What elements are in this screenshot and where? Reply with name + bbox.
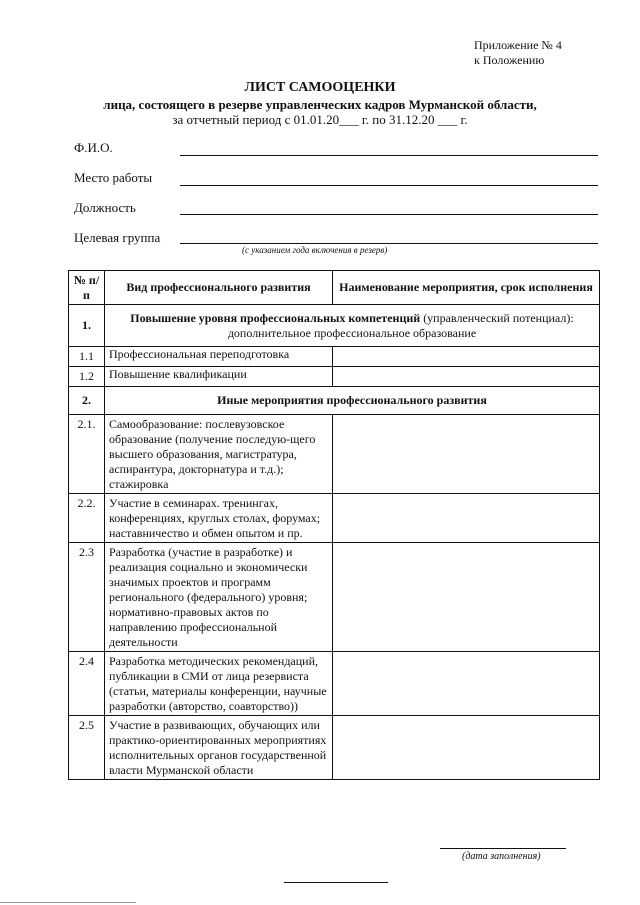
section-2-row	[69, 387, 600, 415]
row-2-4-event-cell[interactable]	[333, 652, 600, 716]
fio-input-line[interactable]	[180, 155, 598, 156]
workplace-input-line[interactable]	[180, 185, 598, 186]
header-event: Наименование мероприятия, срок исполнения	[333, 271, 600, 305]
row-2-2-event-cell[interactable]	[333, 494, 600, 543]
table-row	[69, 347, 600, 367]
row-2-4-num: 2.4	[69, 652, 105, 716]
section-1-title	[105, 305, 600, 347]
appendix-line-1: Приложение № 4	[474, 38, 562, 52]
row-2-3-event-cell[interactable]	[333, 543, 600, 652]
row-2-1-event-cell[interactable]	[333, 415, 600, 494]
table-header-row	[69, 271, 600, 305]
header-kind: Вид профессионального развития	[105, 271, 333, 305]
document-subtitle: лица, состоящего в резерве управленческих кадров Мурманской области,	[103, 97, 537, 112]
table-row	[69, 543, 600, 652]
row-2-1-text: Самообразование: послевузовское образование (получение последую-щего высшего образования, магистратура, аспирантура, докторнатура и т.д.); стажировка	[105, 415, 333, 494]
section-1-row	[69, 305, 600, 347]
row-2-5-num: 2.5	[69, 716, 105, 780]
row-1-1-text: Профессиональная переподготовка	[105, 347, 333, 367]
row-1-1-event-cell[interactable]	[333, 347, 600, 367]
section-2-title: Иные мероприятия профессионального развития	[105, 387, 600, 415]
document-title: ЛИСТ САМООЦЕНКИ	[244, 80, 396, 95]
row-2-2-num: 2.2.	[69, 494, 105, 543]
appendix-note	[474, 38, 562, 68]
date-input-line[interactable]	[440, 848, 566, 849]
target-group-input-line[interactable]	[180, 243, 598, 244]
row-2-3-text: Разработка (участие в разработке) и реализация социально и экономически значимых проектов и программ регионального (федерального) уровня; нормативно-правовых актов по направлению профессиональной деятельности	[105, 543, 333, 652]
date-label: (дата заполнения)	[462, 851, 541, 862]
target-group-hint: (с указанием года включения в резерв)	[242, 245, 388, 255]
self-assessment-table	[68, 270, 600, 780]
header-num: № п/п	[69, 271, 105, 305]
section-1-num: 1.	[69, 305, 105, 347]
row-2-5-event-cell[interactable]	[333, 716, 600, 780]
page-edge-line	[0, 902, 136, 903]
row-1-2-text: Повышение квалификации	[105, 367, 333, 387]
table-row	[69, 415, 600, 494]
reporting-period: за отчетный период с 01.01.20___ г. по 31.12.20 ___ г.	[172, 112, 468, 127]
row-1-2-num: 1.2	[69, 367, 105, 387]
position-input-line[interactable]	[180, 214, 598, 215]
section-2-num: 2.	[69, 387, 105, 415]
section-1-title-rest: (управленческий потенциал): дополнительное профессиональное образование	[227, 310, 574, 340]
field-label-fio: Ф.И.О.	[74, 140, 113, 155]
row-2-2-text: Участие в семинарах. тренингах, конференциях, круглых столах, форумах; наставничество и обмен опытом и пр.	[105, 494, 333, 543]
table-row	[69, 367, 600, 387]
field-label-workplace: Место работы	[74, 170, 153, 185]
section-1-title-bold: Повышение уровня профессиональных компетенций	[130, 310, 421, 325]
row-2-4-text: Разработка методических рекомендаций, публикации в СМИ от лица резервиста (статьи, материалы конференции, научные разработки (авторство, соавторство))	[105, 652, 333, 716]
row-1-2-event-cell[interactable]	[333, 367, 600, 387]
row-2-3-num: 2.3	[69, 543, 105, 652]
row-2-1-num: 2.1.	[69, 415, 105, 494]
field-label-target-group: Целевая группа	[74, 230, 161, 245]
row-1-1-num: 1.1	[69, 347, 105, 367]
footer-divider	[284, 882, 388, 883]
table-row	[69, 652, 600, 716]
field-label-position: Должность	[74, 200, 136, 215]
appendix-line-2: к Положению	[474, 53, 545, 67]
table-row	[69, 494, 600, 543]
table-row	[69, 716, 600, 780]
row-2-5-text: Участие в развивающих, обучающих или практико-ориентированных мероприятиях исполнительных органов государственной власти Мурманской области	[105, 716, 333, 780]
